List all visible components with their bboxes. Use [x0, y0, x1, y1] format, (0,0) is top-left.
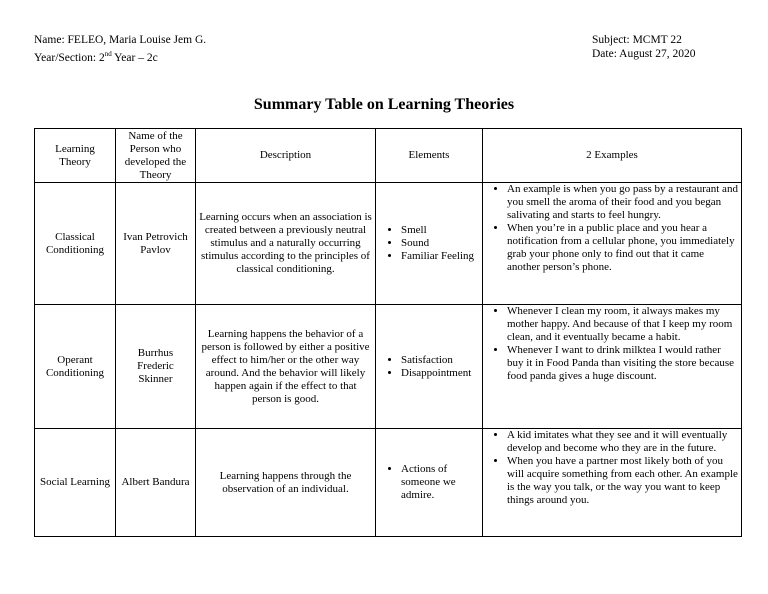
- learning-theories-table: [34, 128, 742, 537]
- list-item: • Disappointment: [401, 367, 479, 380]
- table-row: [35, 429, 742, 537]
- description-cell: Learning happens the behavior of a person is followed by either a positive effect to him/her or the other way around. And the behavior will likely happen again if the effect to that person is good.: [196, 305, 376, 429]
- list-item: • A kid imitates what they see and it will eventually develop and become who they are in the future.: [507, 429, 739, 455]
- student-info: [34, 34, 206, 65]
- theory-cell: Social Learning: [35, 429, 116, 537]
- elements-cell: [376, 183, 483, 305]
- subject-info: [592, 34, 696, 61]
- list-item: • When you have a partner most likely both of you will acquire something from each other. An example is the way you talk, or the way you want to keep things around you.: [507, 455, 739, 507]
- description-cell: Learning happens through the observation of an individual.: [196, 429, 376, 537]
- table-row: [35, 183, 742, 305]
- list-item: • When you’re in a public place and you hear a notification from a cellular phone, you immediately grab your phone only to find out that it came another person’s phone.: [507, 222, 739, 274]
- list-item: • An example is when you go pass by a restaurant and you smell the aroma of their food and you began salivating and starts to feel hungry.: [507, 183, 739, 222]
- elements-cell: [376, 429, 483, 537]
- year-section: Year/Section: 2nd Year – 2c: [34, 49, 158, 64]
- student-name: Name: FELEO, Maria Louise Jem G.: [34, 34, 207, 46]
- subject-line: Subject: MCMT 22: [592, 34, 682, 46]
- examples-cell: [483, 305, 742, 429]
- examples-cell: [483, 183, 742, 305]
- table-row: [35, 305, 742, 429]
- person-cell: Burrhus Frederic Skinner: [116, 305, 196, 429]
- description-cell: Learning occurs when an association is created between a previously neutral stimulus and a naturally occurring stimulus according to the principles of classical conditioning.: [196, 183, 376, 305]
- theory-cell: Classical Conditioning: [35, 183, 116, 305]
- list-item: • Satisfaction: [401, 354, 479, 367]
- list-item: • Whenever I want to drink milktea I would rather buy it in Food Panda than visiting the store because food panda gives a huge discount.: [507, 344, 739, 383]
- header-examples: 2 Examples: [483, 129, 742, 183]
- theory-cell: Operant Conditioning: [35, 305, 116, 429]
- document-title: Summary Table on Learning Theories: [253, 96, 515, 113]
- list-item: • Actions of someone we admire.: [401, 463, 479, 502]
- header-person: Name of the Person who developed the Theory: [116, 129, 196, 183]
- list-item: • Familiar Feeling: [401, 250, 479, 263]
- elements-cell: [376, 305, 483, 429]
- header-elements: Elements: [376, 129, 483, 183]
- header-description: Description: [196, 129, 376, 183]
- list-item: • Smell: [401, 224, 479, 237]
- person-cell: Ivan Petrovich Pavlov: [116, 183, 196, 305]
- table-header-row: [35, 129, 742, 183]
- examples-cell: [483, 429, 742, 537]
- list-item: • Sound: [401, 237, 479, 250]
- person-cell: Albert Bandura: [116, 429, 196, 537]
- header-theory: Learning Theory: [35, 129, 116, 183]
- date-line: Date: August 27, 2020: [592, 47, 696, 60]
- list-item: • Whenever I clean my room, it always makes my mother happy. And because of that I keep my room clean, and it eventually became a habit.: [507, 305, 739, 344]
